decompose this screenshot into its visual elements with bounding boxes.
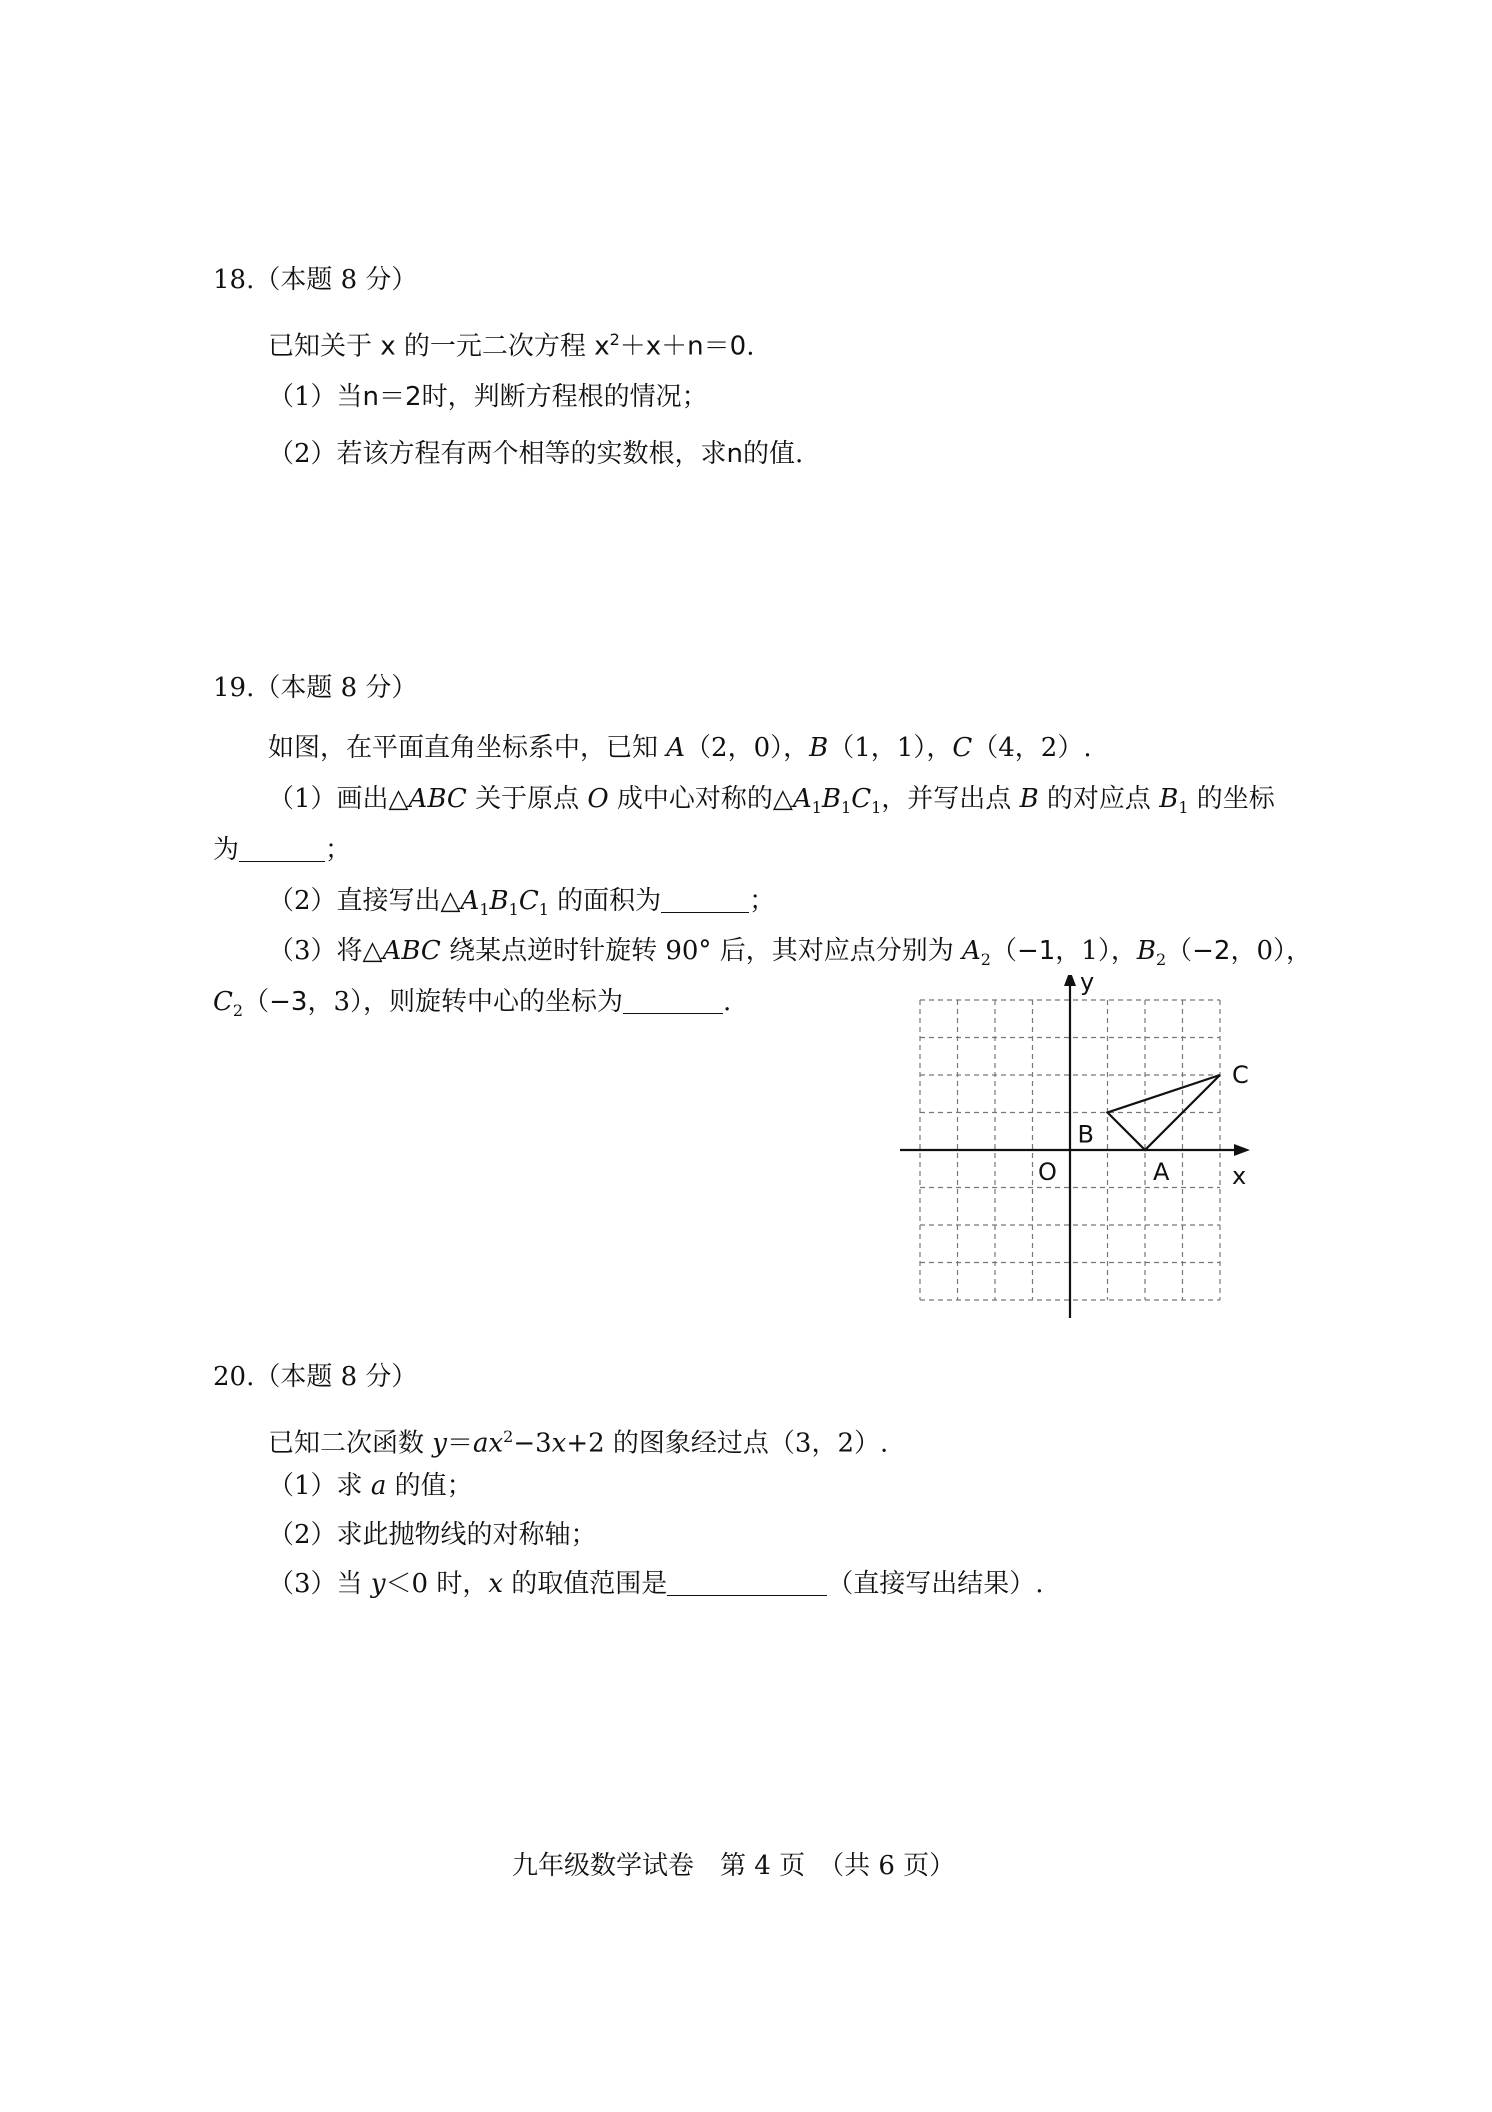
coordinate-grid-figure (900, 975, 1260, 1335)
q20-part1: （1）求 a 的值； (268, 1471, 473, 1501)
q20-heading: 20.（本题 8 分） (213, 1362, 418, 1392)
q18-part2: （2）若该方程有两个相等的实数根，求n的值. (268, 439, 804, 469)
q18-part1: （1）当n＝2时，判断方程根的情况； (268, 382, 708, 412)
q19-part2: （2）直接写出$\triangle A_1B_1C_1$ 的面积为 ； (268, 886, 776, 920)
answer-blank-area[interactable] (661, 886, 749, 913)
q18-heading: 18.（本题 8 分） (213, 265, 418, 295)
y-axis-arrow-icon (1064, 975, 1076, 986)
point-a-label: A (1153, 1158, 1170, 1186)
q18-stem: 已知关于 x 的一元二次方程 $x^2+x+n=0$. (268, 330, 755, 362)
point-b-label: B (1077, 1120, 1094, 1149)
point-c-label: C (1232, 1061, 1249, 1089)
q19-part1-answer: 为 ； (213, 835, 352, 865)
answer-blank-range[interactable] (667, 1569, 827, 1596)
q19-stem: 如图，在平面直角坐标系中，已知 A（2，0），B（1，1），C（4，2）. (268, 733, 1092, 763)
q19-part1: （1）画出△ABC 关于原点 O 成中心对称的$\triangle A_1B_1C_1$，并写出点 B 的对应点 $B_1$ 的坐标 (268, 784, 1275, 818)
x-axis-label: x (1232, 1162, 1247, 1190)
x-axis-arrow-icon (1234, 1144, 1250, 1156)
answer-blank-b1[interactable] (239, 835, 325, 862)
q20-stem: 已知二次函数 $y=ax^2-3x+2$ 的图象经过点（3，2）. (268, 1427, 889, 1459)
q20-part2: （2）求此抛物线的对称轴； (268, 1520, 597, 1550)
q19-part3: （3）将△ABC 绕某点逆时针旋转 90° 后，其对应点分别为 $A_2(-1$，1），$B_2(-2$，0）， (268, 936, 1313, 970)
q19-part3-cont: $C_2(-3$，3），则旋转中心的坐标为 . (213, 987, 732, 1021)
q19-heading: 19.（本题 8 分） (213, 673, 418, 703)
page-footer: 九年级数学试卷 第 4 页 （共 6 页） (512, 1851, 956, 1881)
q20-part3: （3）当 y＜0 时，x 的取值范围是 （直接写出结果）. (268, 1569, 1044, 1599)
origin-label: O (1038, 1158, 1057, 1186)
answer-blank-center[interactable] (623, 987, 723, 1014)
y-axis-label: y (1080, 975, 1095, 996)
